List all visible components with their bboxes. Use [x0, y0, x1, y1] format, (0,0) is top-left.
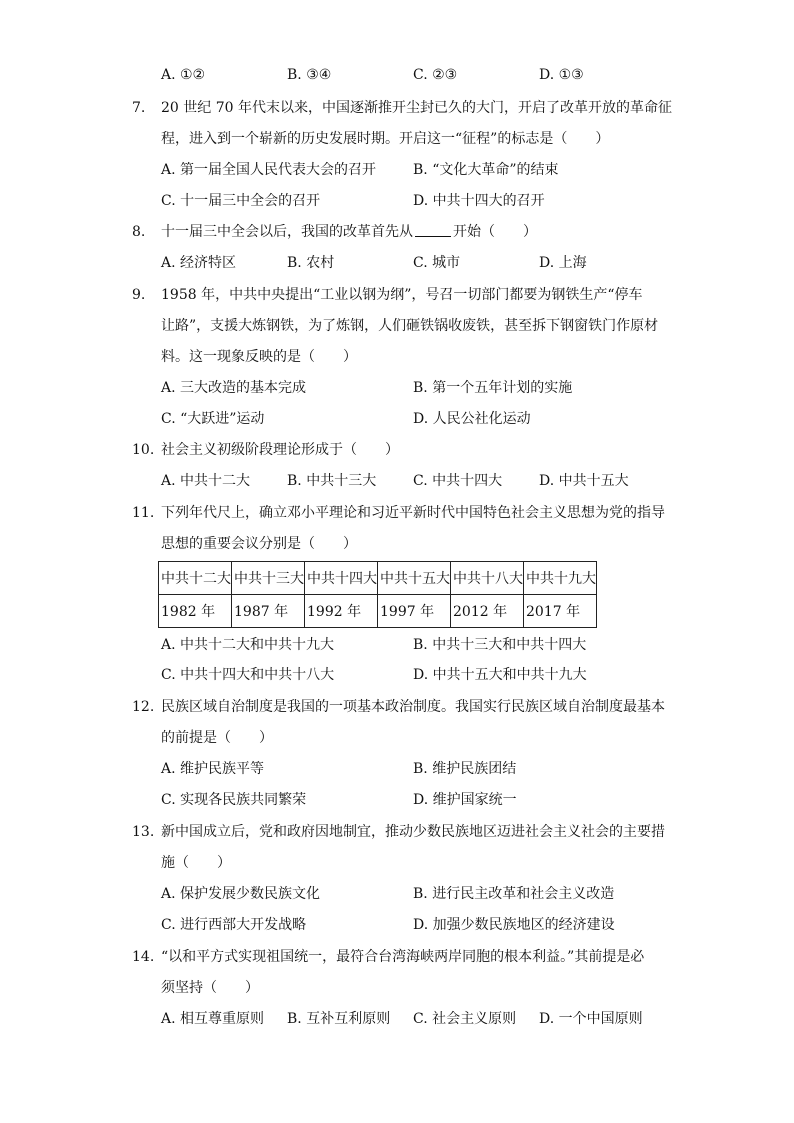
q8-option-c[interactable]: C. 城市	[413, 255, 461, 271]
q14-option-b[interactable]: B. 互补互利原则	[287, 1011, 391, 1027]
q9-option-b[interactable]: B. 第一个五年计划的实施	[413, 380, 573, 396]
q11-options-row2	[161, 664, 661, 686]
q6-option-b[interactable]: B. ③④	[287, 67, 332, 83]
question-number: 7.	[132, 100, 146, 116]
q11-options	[161, 634, 661, 656]
q14-option-d[interactable]: D. 一个中国原则	[539, 1011, 643, 1027]
question-number: 12.	[132, 699, 155, 715]
table-cell: 中共十五大	[378, 562, 451, 595]
question-stem-line: “以和平方式实现祖国统一，最符合台湾海峡两岸同胞的根本利益。”其前提是必	[161, 949, 645, 965]
fill-blank	[415, 222, 451, 237]
q11-option-b[interactable]: B. 中共十三大和中共十四大	[413, 637, 587, 653]
stem-before-blank: 十一届三中全会以后，我国的改革首先从	[161, 224, 413, 240]
q10-options	[161, 470, 661, 492]
q9-option-c[interactable]: C. “大跃进”运动	[161, 411, 265, 427]
q7-option-c[interactable]: C. 十一届三中全会的召开	[161, 193, 321, 209]
table-cell: 1982 年	[159, 595, 232, 628]
q12-option-d[interactable]: D. 维护国家统一	[413, 792, 517, 808]
question-number: 11.	[132, 505, 155, 521]
question-stem-line: 料。这一现象反映的是（ ）	[161, 349, 357, 365]
q12-option-c[interactable]: C. 实现各民族共同繁荣	[161, 792, 307, 808]
table-row-years	[159, 595, 597, 628]
q6-option-a[interactable]: A. ①②	[161, 67, 206, 83]
q6-option-d[interactable]: D. ①③	[539, 67, 584, 83]
question-stem-line: 社会主义初级阶段理论形成于（ ）	[161, 442, 399, 458]
q12-options-row2	[161, 789, 661, 811]
table-cell: 1992 年	[305, 595, 378, 628]
q8-options	[161, 252, 661, 274]
q7-options-row2	[161, 190, 661, 212]
q9-option-a[interactable]: A. 三大改造的基本完成	[161, 380, 307, 396]
question-stem-line: 20 世纪 70 年代末以来，中国逐渐推开尘封已久的大门，开启了改革开放的革命征	[161, 100, 672, 116]
q13-options	[161, 883, 661, 905]
question-stem-line	[161, 221, 537, 243]
question-stem-line: 的前提是（ ）	[161, 730, 273, 746]
table-cell: 2017 年	[524, 595, 597, 628]
table-cell: 1997 年	[378, 595, 451, 628]
q11-option-c[interactable]: C. 中共十四大和中共十八大	[161, 667, 335, 683]
table-cell: 中共十八大	[451, 562, 524, 595]
q8-option-a[interactable]: A. 经济特区	[161, 255, 237, 271]
table-cell: 2012 年	[451, 595, 524, 628]
q14-options	[161, 1008, 661, 1030]
table-cell: 中共十四大	[305, 562, 378, 595]
table-cell: 中共十九大	[524, 562, 597, 595]
question-stem-line: 下列年代尺上，确立邓小平理论和习近平新时代中国特色社会主义思想为党的指导	[161, 505, 665, 521]
q7-option-d[interactable]: D. 中共十四大的召开	[413, 193, 545, 209]
q14-option-a[interactable]: A. 相互尊重原则	[161, 1011, 265, 1027]
question-stem-line: 程，进入到一个崭新的历史发展时期。开启这一“征程”的标志是（ ）	[161, 131, 610, 147]
q8-option-d[interactable]: D. 上海	[539, 255, 587, 271]
q12-option-b[interactable]: B. 维护民族团结	[413, 761, 517, 777]
question-stem-line: 施（ ）	[161, 855, 231, 871]
q8-option-b[interactable]: B. 农村	[287, 255, 335, 271]
q11-option-d[interactable]: D. 中共十五大和中共十九大	[413, 667, 587, 683]
question-stem-line: 让路”，支援大炼钢铁，为了炼钢，人们砸铁锅收废铁，甚至拆下钢窗铁门作原材	[161, 318, 659, 334]
q13-option-d[interactable]: D. 加强少数民族地区的经济建设	[413, 917, 615, 933]
stem-after-blank: 开始（ ）	[453, 224, 537, 240]
question-stem-line: 1958 年，中共中央提出“工业以钢为纲”，号召一切部门都要为钢铁生产“停车	[161, 287, 643, 303]
q11-option-a[interactable]: A. 中共十二大和中共十九大	[161, 637, 335, 653]
question-stem-line: 思想的重要会议分别是（ ）	[161, 536, 357, 552]
table-row-congresses	[159, 562, 597, 595]
q13-option-b[interactable]: B. 进行民主改革和社会主义改造	[413, 886, 615, 902]
q7-options	[161, 159, 661, 181]
question-stem-line: 民族区域自治制度是我国的一项基本政治制度。我国实行民族区域自治制度最基本	[161, 699, 665, 715]
q6-option-c[interactable]: C. ②③	[413, 67, 458, 83]
table-cell: 中共十三大	[232, 562, 305, 595]
q9-options-row2	[161, 408, 661, 430]
q10-option-c[interactable]: C. 中共十四大	[413, 473, 503, 489]
q13-option-c[interactable]: C. 进行西部大开发战略	[161, 917, 307, 933]
q10-option-a[interactable]: A. 中共十二大	[161, 473, 251, 489]
question-number: 8.	[132, 224, 146, 240]
question-number: 9.	[132, 287, 146, 303]
q9-options	[161, 377, 661, 399]
q14-option-c[interactable]: C. 社会主义原则	[413, 1011, 517, 1027]
question-number: 13.	[132, 824, 155, 840]
q10-option-d[interactable]: D. 中共十五大	[539, 473, 629, 489]
q13-option-a[interactable]: A. 保护发展少数民族文化	[161, 886, 321, 902]
timeline-table	[158, 561, 597, 628]
question-stem-line: 新中国成立后，党和政府因地制宜，推动少数民族地区迈进社会主义社会的主要措	[161, 824, 665, 840]
table-cell: 中共十二大	[159, 562, 232, 595]
question-number: 10.	[132, 442, 155, 458]
q12-options	[161, 758, 661, 780]
q12-option-a[interactable]: A. 维护民族平等	[161, 761, 265, 777]
table-cell: 1987 年	[232, 595, 305, 628]
question-number: 14.	[132, 949, 155, 965]
q7-option-b[interactable]: B. “文化大革命”的结束	[413, 162, 559, 178]
q10-option-b[interactable]: B. 中共十三大	[287, 473, 377, 489]
q13-options-row2	[161, 914, 661, 936]
q7-option-a[interactable]: A. 第一届全国人民代表大会的召开	[161, 162, 377, 178]
q9-option-d[interactable]: D. 人民公社化运动	[413, 411, 531, 427]
question-stem-line: 须坚持（ ）	[161, 980, 259, 996]
q6-options	[161, 64, 661, 86]
